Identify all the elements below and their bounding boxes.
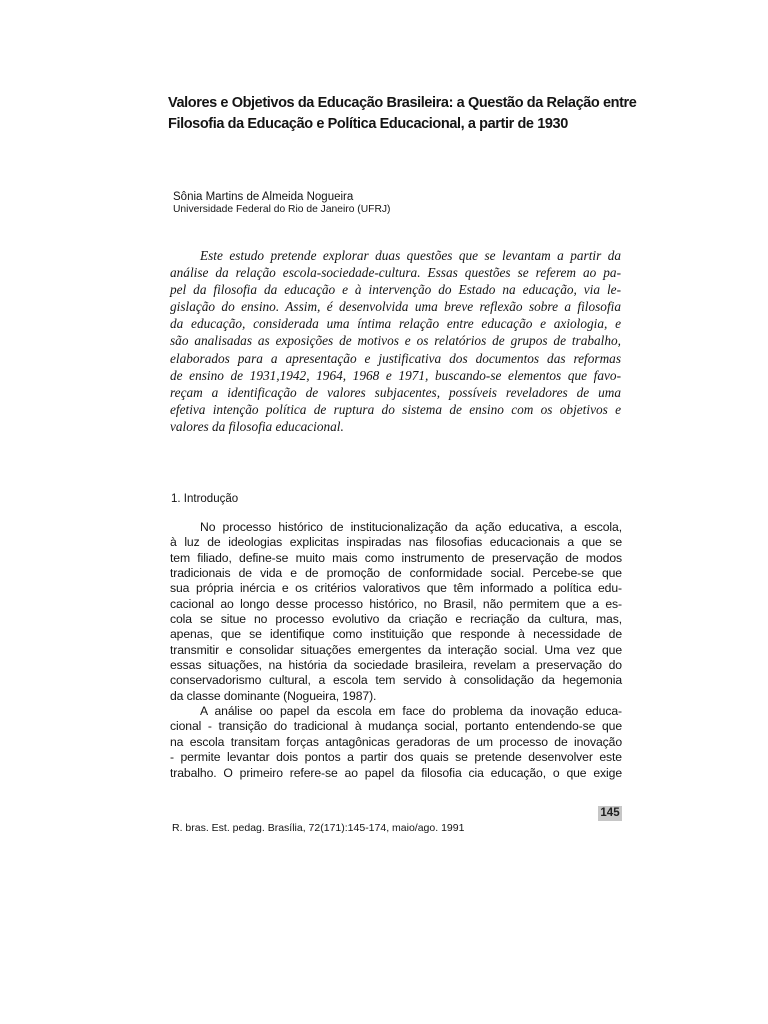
abstract-line: gislação do ensino. Assim, é desenvolvida uma breve reflexão sobre a filosofia — [170, 299, 621, 315]
author-affiliation: Universidade Federal do Rio de Janeiro (UFRJ) — [173, 204, 391, 215]
body-line: trabalho. O primeiro refere-se ao papel da filosofia cia educação, o que exige — [170, 765, 622, 780]
abstract-line: são analisadas as exposições de motivos e os relatórios de grupos de trabalho, — [170, 333, 621, 349]
body-line: cola se situe no processo evolutivo da criação e recriação da cultura, mas, — [170, 612, 622, 627]
journal-citation-footer: R. bras. Est. pedag. Brasília, 72(171):145-174, maio/ago. 1991 — [172, 822, 465, 834]
abstract-line: de ensino de 1931,1942, 1964, 1968 e 1971, buscando-se elementos que favo- — [170, 367, 621, 383]
body-line: da classe dominante (Nogueira, 1987). — [170, 688, 377, 703]
abstract-line: elaborados para a apresentação e justificativa dos documentos das reformas — [170, 350, 621, 366]
body-line: tem filiado, define-se muito mais como instrumento de preservação de modos — [170, 550, 622, 565]
body-line: - permite levantar dois pontos a partir dos quais se pretende desenvolver este — [170, 750, 622, 765]
body-line: essas situações, na história da sociedade brasileira, revelam a preservação do — [170, 658, 622, 673]
abstract-line: valores da filosofia educacional. — [170, 418, 344, 434]
author-name: Sônia Martins de Almeida Nogueira — [173, 191, 354, 203]
body-line: sua própria inércia e os critérios valorativos que têm informado a política edu- — [170, 581, 622, 596]
title-line: Valores e Objetivos da Educação Brasileira: a Questão da Relação entre — [168, 95, 637, 111]
body-line: A análise oo papel da escola em face do problema da inovação educa- — [200, 704, 622, 719]
body-line: transmitir e consolidar situações emergentes da interação social. Uma vez que — [170, 642, 622, 657]
body-line: na escola transitam forças antagônicas geradoras de um processo de inovação — [170, 734, 622, 749]
abstract-line: da educação, considerada uma íntima relação entre educação e axiologia, e — [170, 316, 621, 332]
abstract-line: pel da filosofia da educação e à intervenção do Estado na educação, via le- — [170, 282, 621, 298]
paper-title — [168, 93, 638, 135]
abstract-line: reçam a identificação de valores subjacentes, possíveis reveladores de uma — [170, 384, 621, 400]
page-number: 145 — [598, 806, 622, 821]
body-line: à luz de ideologias explicitas inspiradas nas filosofias educacionais a que se — [170, 535, 622, 550]
abstract-line: análise da relação escola-sociedade-cultura. Essas questões se referem ao pa- — [170, 265, 621, 281]
body-line: cional - transição do tradicional à mudança social, portanto entendendo-se que — [170, 719, 622, 734]
abstract-line: efetiva intenção política de ruptura do sistema de ensino com os objetivos e — [170, 401, 621, 417]
section-heading: 1. Introdução — [171, 493, 239, 505]
abstract-line: Este estudo pretende explorar duas questões que se levantam a partir da — [200, 248, 621, 263]
abstract — [170, 247, 621, 435]
body-line: apenas, que se identifique como instituição que responde à necessidade de — [170, 627, 622, 642]
body-text — [170, 520, 622, 781]
body-line: tradicionais de vida e de promoção de conformidade social. Percebe-se que — [170, 566, 622, 581]
body-line: conservadorismo cultural, a escola tem servido à consolidação da hegemonia — [170, 673, 622, 688]
body-line: No processo histórico de institucionalização da ação educativa, a escola, — [200, 520, 622, 534]
title-line: Filosofia da Educação e Política Educacional, a partir de 1930 — [168, 116, 568, 132]
body-line: cacional ao longo desse processo histórico, no Brasil, não permitem que a es- — [170, 596, 622, 611]
